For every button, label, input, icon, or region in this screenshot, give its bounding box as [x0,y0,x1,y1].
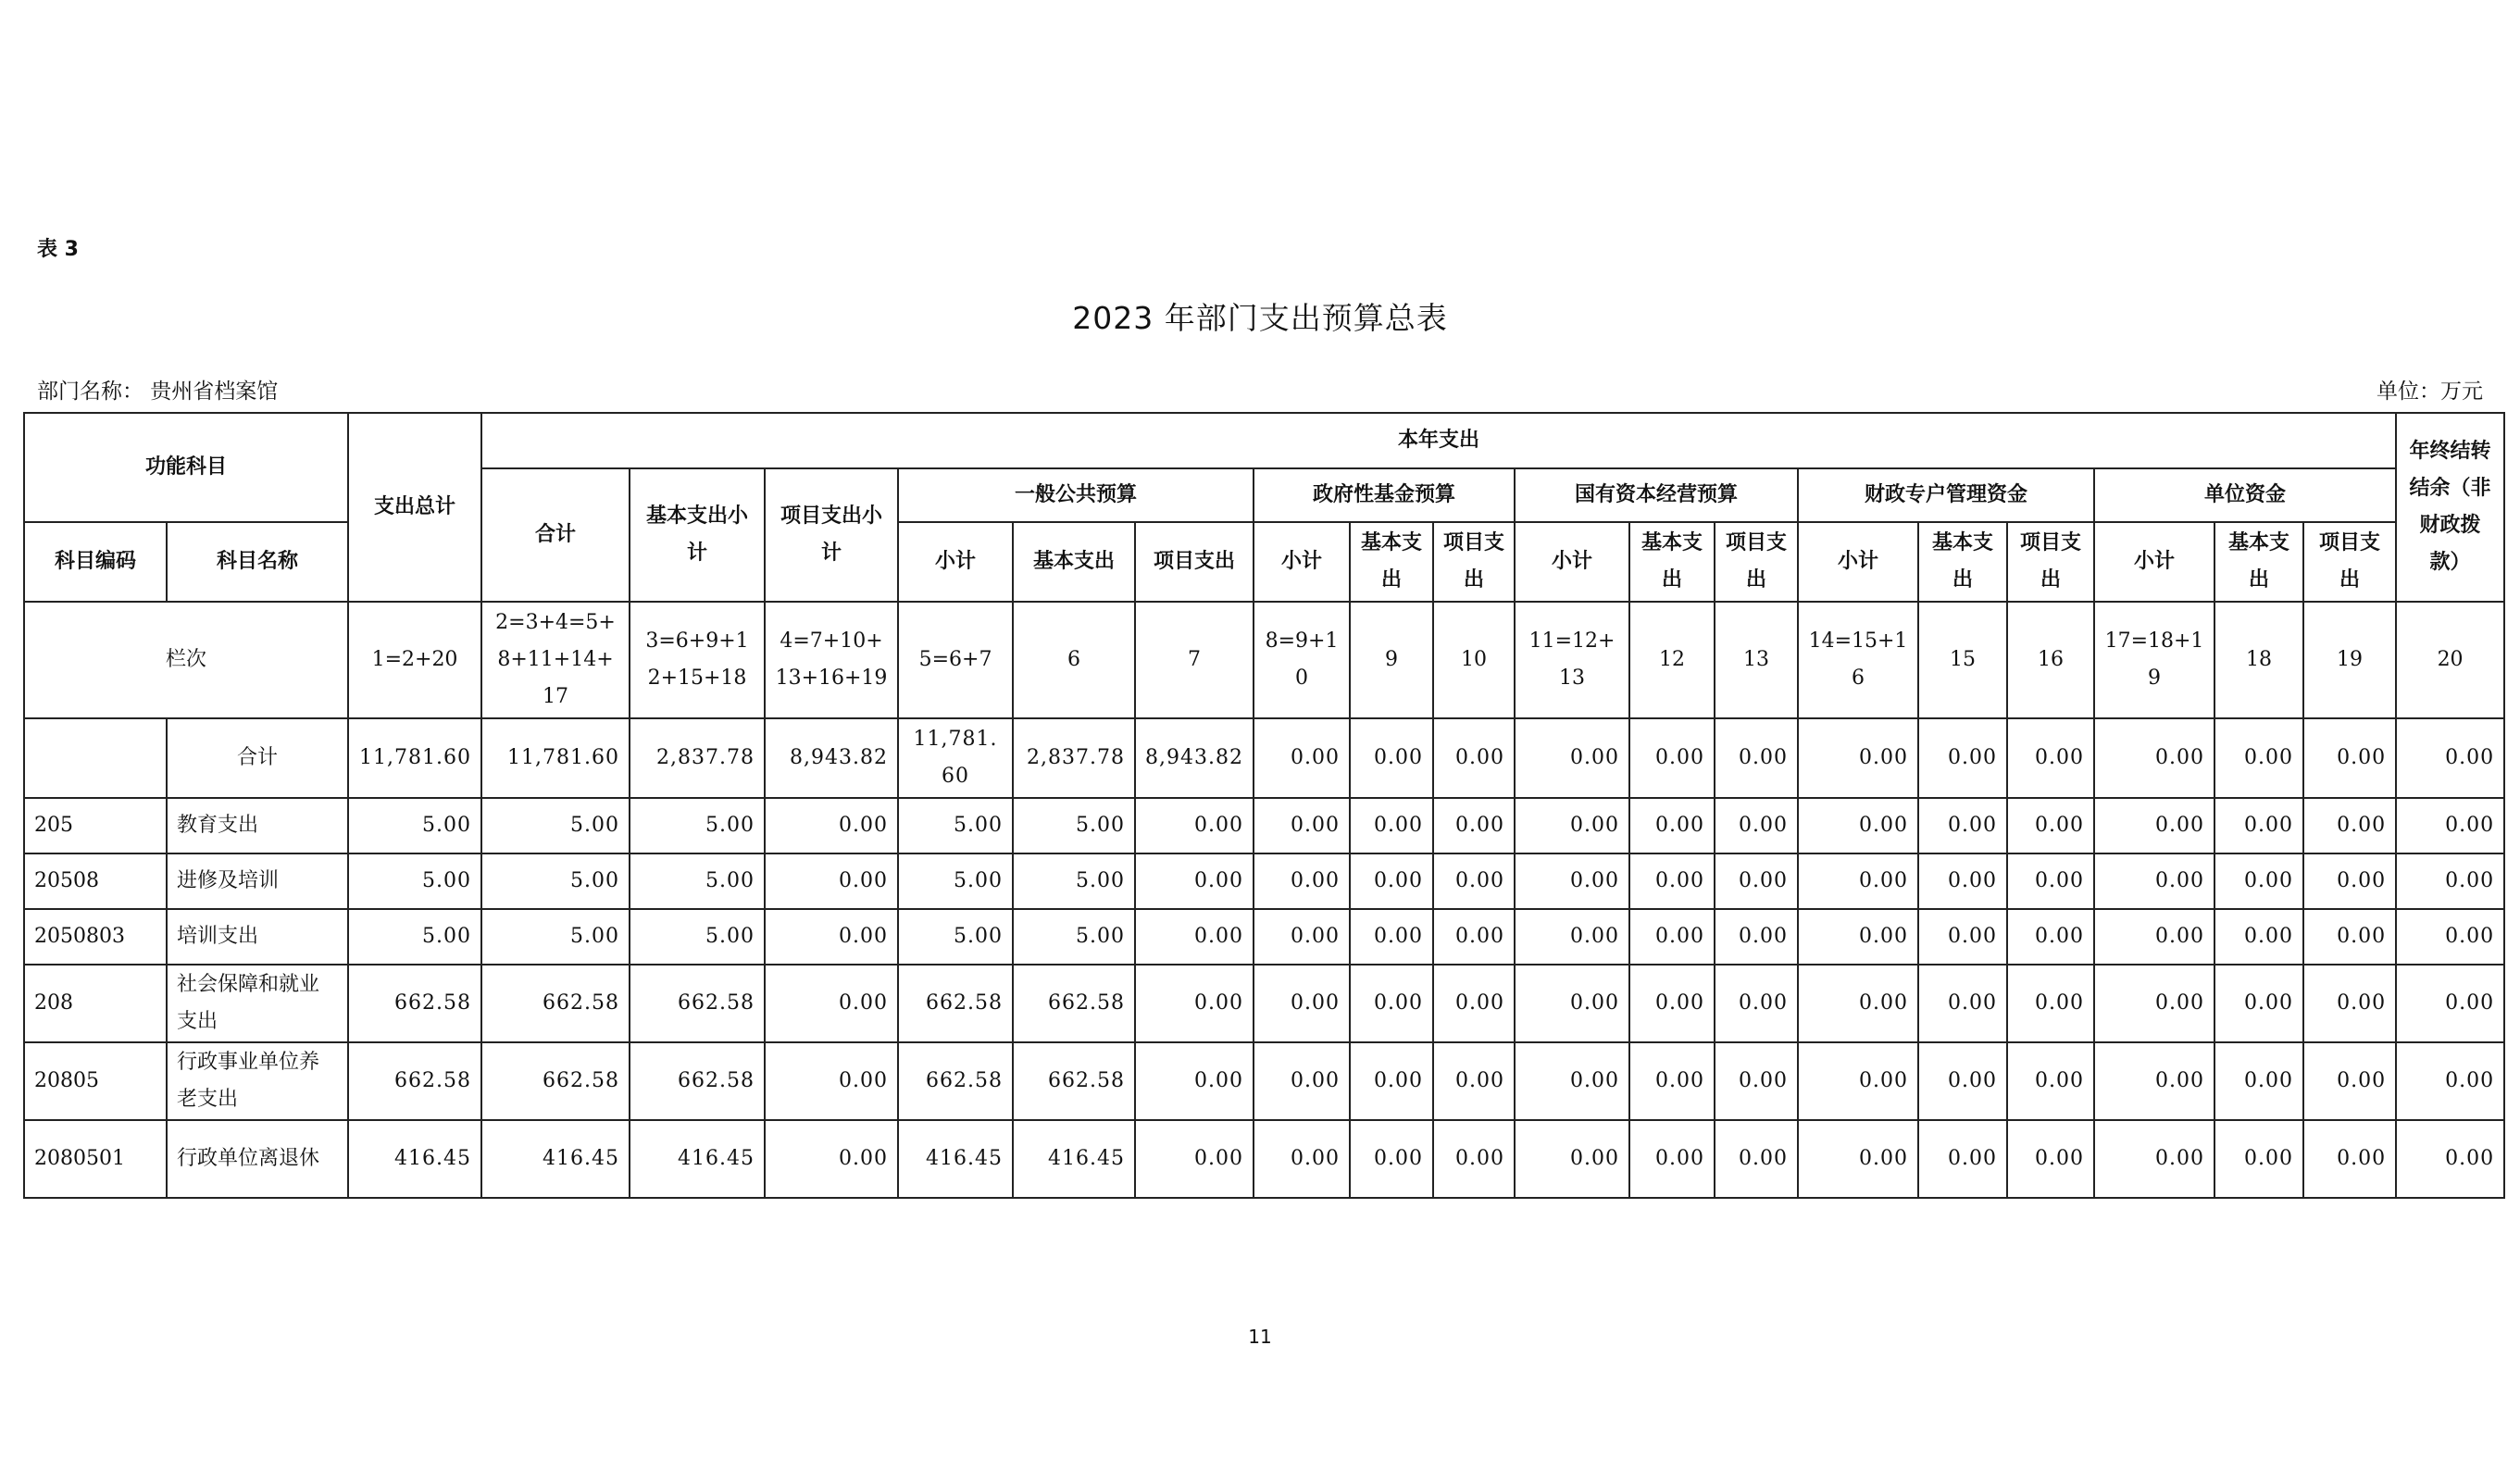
row-value: 662.58 [1013,965,1135,1042]
row-value: 0.00 [2303,1120,2396,1198]
row-value: 5.00 [481,909,630,965]
column-index-cell: 2=3+4=5+8+11+14+17 [481,602,630,718]
row-code: 2050803 [24,909,167,965]
row-value: 0.00 [1715,965,1798,1042]
row-value: 0.00 [2007,853,2094,909]
header-basic: 基本支出 [2214,522,2303,602]
column-index-cell: 14=15+16 [1798,602,1918,718]
header-unit-fund: 单位资金 [2094,468,2396,522]
row-value: 0.00 [1515,798,1629,853]
header-subtotal: 小计 [1515,522,1629,602]
total-row-value: 0.00 [1254,718,1350,798]
row-code: 205 [24,798,167,853]
row-value: 0.00 [1715,798,1798,853]
header-project: 项目支出 [1433,522,1515,602]
table-row [24,853,2504,909]
header-special-fund: 财政专户管理资金 [1798,468,2094,522]
row-value: 0.00 [1629,798,1715,853]
row-value: 0.00 [2094,853,2214,909]
row-value: 0.00 [1918,798,2007,853]
row-value: 0.00 [1515,909,1629,965]
total-row [24,718,2504,798]
row-value: 662.58 [898,965,1013,1042]
column-index-cell: 15 [1918,602,2007,718]
row-code: 20508 [24,853,167,909]
row-name: 教育支出 [167,798,348,853]
row-value: 0.00 [1918,965,2007,1042]
row-value: 0.00 [2214,909,2303,965]
row-value: 5.00 [348,853,481,909]
row-value: 0.00 [1135,798,1254,853]
row-value: 0.00 [1515,1120,1629,1198]
row-value: 416.45 [348,1120,481,1198]
row-value: 0.00 [2007,1042,2094,1120]
row-value: 0.00 [1629,853,1715,909]
header-project: 项目支出 [2303,522,2396,602]
row-value: 662.58 [898,1042,1013,1120]
row-value: 5.00 [898,798,1013,853]
row-value: 0.00 [1433,798,1515,853]
row-value: 0.00 [2094,909,2214,965]
row-value: 5.00 [630,798,765,853]
header-func-subject: 功能科目 [24,413,348,522]
row-value: 0.00 [1715,1120,1798,1198]
row-value: 0.00 [2396,965,2504,1042]
row-value: 5.00 [1013,853,1135,909]
row-value: 662.58 [348,1042,481,1120]
row-value: 0.00 [2094,1120,2214,1198]
row-value: 0.00 [1918,1042,2007,1120]
row-value: 0.00 [2007,798,2094,853]
row-value: 0.00 [1433,965,1515,1042]
row-name: 行政单位离退休 [167,1120,348,1198]
header-name: 科目名称 [167,522,348,602]
row-value: 0.00 [1135,965,1254,1042]
row-value: 0.00 [2396,909,2504,965]
row-value: 5.00 [348,909,481,965]
header-row-1 [24,413,2504,468]
row-value: 0.00 [1350,1120,1433,1198]
row-value: 0.00 [765,965,898,1042]
row-value: 0.00 [1515,853,1629,909]
row-value: 662.58 [1013,1042,1135,1120]
row-value: 0.00 [1254,798,1350,853]
row-value: 416.45 [630,1120,765,1198]
row-value: 0.00 [1918,909,2007,965]
total-row-value: 0.00 [1715,718,1798,798]
row-value: 416.45 [1013,1120,1135,1198]
column-index-cell: 9 [1350,602,1433,718]
total-row-value: 0.00 [2396,718,2504,798]
row-value: 0.00 [2303,965,2396,1042]
row-value: 0.00 [2396,798,2504,853]
row-value: 0.00 [1629,1120,1715,1198]
row-value: 662.58 [481,965,630,1042]
total-row-value: 0.00 [2094,718,2214,798]
row-value: 0.00 [1135,909,1254,965]
row-value: 0.00 [2094,798,2214,853]
row-value: 0.00 [1515,1042,1629,1120]
row-value: 0.00 [2303,853,2396,909]
column-index-cell: 8=9+10 [1254,602,1350,718]
total-row-value: 8,943.82 [1135,718,1254,798]
row-value: 0.00 [1254,965,1350,1042]
total-row-value: 2,837.78 [630,718,765,798]
header-total: 支出总计 [348,413,481,602]
row-value: 0.00 [1798,909,1918,965]
total-row-label: 合计 [167,718,348,798]
row-value: 662.58 [630,1042,765,1120]
row-value: 0.00 [1715,1042,1798,1120]
row-value: 416.45 [481,1120,630,1198]
row-value: 0.00 [1433,909,1515,965]
row-value: 0.00 [765,1120,898,1198]
row-value: 0.00 [1798,1120,1918,1198]
row-value: 0.00 [1135,853,1254,909]
column-index-cell: 17=18+19 [2094,602,2214,718]
row-value: 0.00 [1254,1042,1350,1120]
unit-label: 单位：万元 [2377,380,2483,404]
row-value: 0.00 [2214,1042,2303,1120]
total-row-value: 11,781.60 [898,718,1013,798]
row-value: 5.00 [630,909,765,965]
row-value: 0.00 [765,798,898,853]
row-value: 5.00 [1013,798,1135,853]
row-code: 208 [24,965,167,1042]
header-basic: 基本支出 [1918,522,2007,602]
row-value: 0.00 [1918,1120,2007,1198]
total-row-value: 0.00 [2303,718,2396,798]
row-code: 20805 [24,1042,167,1120]
row-value: 0.00 [2007,909,2094,965]
total-row-value: 8,943.82 [765,718,898,798]
row-code: 2080501 [24,1120,167,1198]
row-value: 0.00 [1715,909,1798,965]
row-value: 662.58 [630,965,765,1042]
total-row-value: 0.00 [1798,718,1918,798]
header-subtotal: 小计 [1254,522,1350,602]
row-value: 0.00 [1254,1120,1350,1198]
header-code: 科目编码 [24,522,167,602]
row-value: 0.00 [2303,798,2396,853]
row-value: 0.00 [2303,909,2396,965]
header-project: 项目支出 [1135,522,1254,602]
header-project: 项目支出 [1715,522,1798,602]
header-project-subtotal: 项目支出小计 [765,468,898,602]
column-index-cell: 4=7+10+13+16+19 [765,602,898,718]
row-name: 行政事业单位养老支出 [167,1042,348,1120]
row-value: 0.00 [1715,853,1798,909]
total-row-value: 0.00 [2214,718,2303,798]
row-name: 进修及培训 [167,853,348,909]
row-value: 0.00 [2303,1042,2396,1120]
row-value: 0.00 [1254,853,1350,909]
row-value: 0.00 [2214,1120,2303,1198]
row-value: 0.00 [2007,1120,2094,1198]
header-basic-subtotal: 基本支出小计 [630,468,765,602]
row-value: 0.00 [2094,965,2214,1042]
page-title: 2023 年部门支出预算总表 [1072,300,1448,336]
row-value: 0.00 [1798,965,1918,1042]
row-value: 0.00 [765,853,898,909]
header-current-year: 本年支出 [481,413,2396,468]
row-name: 社会保障和就业支出 [167,965,348,1042]
row-value: 5.00 [1013,909,1135,965]
column-index-row [24,602,2504,718]
header-basic: 基本支出 [1629,522,1715,602]
row-value: 0.00 [1629,1042,1715,1120]
row-value: 0.00 [1629,965,1715,1042]
row-value: 0.00 [1515,965,1629,1042]
row-value: 0.00 [1135,1042,1254,1120]
row-value: 0.00 [1433,853,1515,909]
table-row [24,965,2504,1042]
column-index-cell: 16 [2007,602,2094,718]
column-index-cell: 18 [2214,602,2303,718]
row-value: 0.00 [2214,798,2303,853]
row-value: 0.00 [1350,909,1433,965]
total-row-value: 11,781.60 [348,718,481,798]
row-value: 0.00 [1433,1042,1515,1120]
total-row-value: 0.00 [1350,718,1433,798]
column-index-cell: 1=2+20 [348,602,481,718]
column-index-cell: 10 [1433,602,1515,718]
row-value: 0.00 [1433,1120,1515,1198]
total-row-value: 0.00 [1918,718,2007,798]
budget-table [23,412,2505,1199]
row-value: 0.00 [1918,853,2007,909]
total-row-value: 2,837.78 [1013,718,1135,798]
header-sum: 合计 [481,468,630,602]
row-value: 0.00 [2214,853,2303,909]
row-value: 662.58 [348,965,481,1042]
row-value: 0.00 [1135,1120,1254,1198]
header-state-capital: 国有资本经营预算 [1515,468,1798,522]
row-value: 5.00 [898,909,1013,965]
row-value: 0.00 [1798,853,1918,909]
column-index-cell: 12 [1629,602,1715,718]
column-index-cell: 6 [1013,602,1135,718]
header-project: 项目支出 [2007,522,2094,602]
row-value: 0.00 [1350,853,1433,909]
department-name: 部门名称： 贵州省档案馆 [37,380,279,404]
table-row [24,909,2504,965]
total-row-value: 0.00 [1515,718,1629,798]
column-index-cell: 13 [1715,602,1798,718]
row-value: 0.00 [765,1042,898,1120]
column-index-cell: 7 [1135,602,1254,718]
column-index-cell: 19 [2303,602,2396,718]
header-general-budget: 一般公共预算 [898,468,1254,522]
row-value: 0.00 [2396,1120,2504,1198]
header-carryover: 年终结转结余（非财政拨款） [2396,413,2504,602]
row-value: 0.00 [2094,1042,2214,1120]
row-value: 0.00 [2396,1042,2504,1120]
total-row-code [24,718,167,798]
row-value: 0.00 [765,909,898,965]
table-row [24,1042,2504,1120]
total-row-value: 0.00 [2007,718,2094,798]
row-value: 0.00 [1350,965,1433,1042]
column-index-cell: 3=6+9+12+15+18 [630,602,765,718]
row-value: 0.00 [1254,909,1350,965]
header-basic: 基本支出 [1013,522,1135,602]
row-value: 0.00 [2396,853,2504,909]
column-index-cell: 20 [2396,602,2504,718]
column-index-label: 栏次 [24,602,348,718]
total-row-value: 0.00 [1629,718,1715,798]
row-name: 培训支出 [167,909,348,965]
row-value: 5.00 [481,798,630,853]
header-subtotal: 小计 [898,522,1013,602]
row-value: 5.00 [348,798,481,853]
row-value: 0.00 [2214,965,2303,1042]
page-number: 11 [1248,1326,1272,1348]
table-label: 表 3 [37,238,79,261]
row-value: 5.00 [481,853,630,909]
total-row-value: 0.00 [1433,718,1515,798]
row-value: 0.00 [1350,1042,1433,1120]
row-value: 5.00 [630,853,765,909]
row-value: 416.45 [898,1120,1013,1198]
row-value: 5.00 [898,853,1013,909]
row-value: 0.00 [1629,909,1715,965]
table-row [24,1120,2504,1198]
table-row [24,798,2504,853]
row-value: 0.00 [2007,965,2094,1042]
column-index-cell: 5=6+7 [898,602,1013,718]
row-value: 0.00 [1798,798,1918,853]
row-value: 0.00 [1798,1042,1918,1120]
column-index-cell: 11=12+13 [1515,602,1629,718]
header-subtotal: 小计 [2094,522,2214,602]
header-basic: 基本支出 [1350,522,1433,602]
row-value: 0.00 [1350,798,1433,853]
total-row-value: 11,781.60 [481,718,630,798]
header-subtotal: 小计 [1798,522,1918,602]
row-value: 662.58 [481,1042,630,1120]
header-gov-fund: 政府性基金预算 [1254,468,1515,522]
